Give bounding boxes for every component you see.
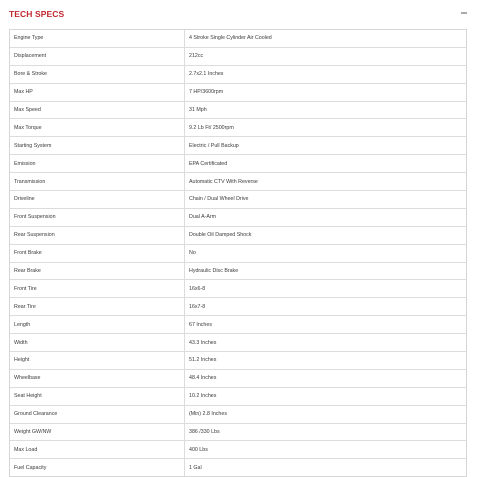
spec-label: Width [10,334,185,352]
table-row [10,352,466,370]
spec-value: No [185,244,467,262]
minus-icon[interactable] [458,7,470,19]
table-row [10,369,466,387]
table-row [10,47,466,65]
spec-label: Front Suspension [10,208,185,226]
spec-value: 10.2 Inches [185,387,467,405]
table-row [10,30,466,47]
spec-value: EPA Certificated [185,155,467,173]
spec-value: Chain / Dual Wheel Drive [185,191,467,209]
table-row [10,226,466,244]
table-row [10,280,466,298]
spec-value: 16x6-8 [185,280,467,298]
spec-value: 1 Gal [189,464,202,471]
spec-label: Max Speed [10,101,185,119]
spec-label: Height [10,352,185,370]
spec-label: Displacement [10,47,185,65]
spec-value: (Min) 2.8 Inches [185,405,467,423]
table-row [10,459,466,476]
table-row [10,441,466,459]
table-row [10,298,466,316]
table-row [10,316,466,334]
spec-value: 51.2 Inches [185,352,467,370]
spec-label: Max HP [10,83,185,101]
spec-value: 31 Mph [185,101,467,119]
spec-value: Electric / Pull Backup [185,137,467,155]
table-row [10,191,466,209]
spec-label: Front Brake [10,244,185,262]
table-row [10,262,466,280]
spec-value: Dual A-Arm [185,208,467,226]
spec-label: Ground Clearance [10,405,185,423]
spec-value: Double Oil Damped Shock [185,226,467,244]
spec-value: 67 Inches [185,316,467,334]
table-row [10,208,466,226]
section-header[interactable] [0,0,480,28]
section-title: TECH SPECS [9,9,65,19]
spec-value: 2.7x2.1 Inches [185,65,467,83]
spec-value: 4 Stroke Single Cylinder Air Cooled [185,30,467,47]
table-row [10,423,466,441]
table-row [10,387,466,405]
spec-label: Front Tire [10,280,185,298]
spec-value: Hydraulic Disc Brake [185,262,467,280]
table-row [10,405,466,423]
spec-value: 386 /330 Lbs [185,423,467,441]
spec-label: Starting System [10,137,185,155]
specs-table-body [10,30,466,476]
spec-value: 16x7-8 [185,298,467,316]
spec-label: Max Load [10,441,185,459]
table-row [10,173,466,191]
spec-label: Rear Tire [10,298,185,316]
table-row [10,101,466,119]
spec-label: Driveline [10,191,185,209]
spec-value: Automatic CTV With Reverse [185,173,467,191]
spec-value: 48.4 Inches [185,369,467,387]
table-row [10,119,466,137]
table-row [10,244,466,262]
table-row [10,65,466,83]
table-row [10,155,466,173]
spec-label: Rear Suspension [10,226,185,244]
spec-value: 43.3 Inches [185,334,467,352]
spec-value: 9.2 Lb Ft/ 2500rpm [185,119,467,137]
spec-value: 400 Lbs [185,441,467,459]
spec-label: Engine Type [10,30,185,47]
spec-label: Length [10,316,185,334]
spec-label: Emission [10,155,185,173]
table-row [10,137,466,155]
spec-label: Wheelbase [10,369,185,387]
spec-label: Bore & Stroke [10,65,185,83]
spec-label: Fuel Capacity [10,459,185,476]
table-row [10,83,466,101]
spec-label: Max Torque [10,119,185,137]
spec-label: Rear Brake [10,262,185,280]
table-row [10,334,466,352]
spec-value: 212cc [185,47,467,65]
spec-label: Weight GW/NW [10,423,185,441]
spec-label: Seat Height [10,387,185,405]
spec-value: 7 HP/3600rpm [185,83,467,101]
specs-table [9,29,467,477]
spec-label: Transmission [10,173,185,191]
